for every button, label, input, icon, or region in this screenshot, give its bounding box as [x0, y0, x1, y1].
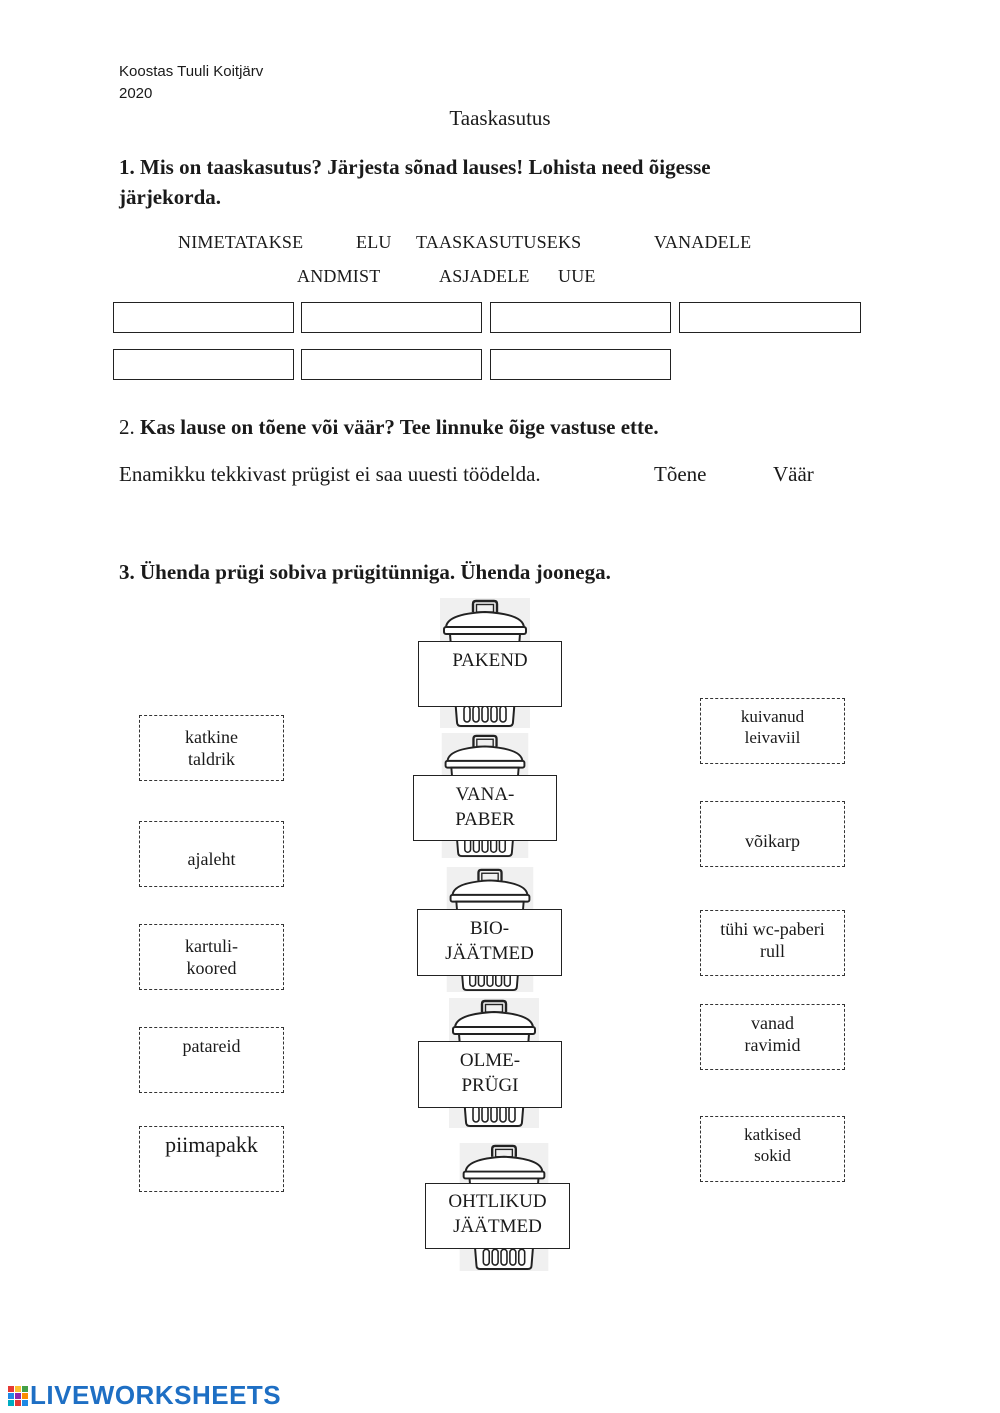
option-false[interactable]: Väär [773, 462, 814, 486]
trash-item-label: tühi wc-paberi rull [720, 919, 825, 961]
author-info [119, 61, 263, 105]
logo-icon [8, 1386, 28, 1406]
word-card[interactable]: ASJADELE [439, 266, 530, 286]
word-card[interactable]: VANADELE [654, 232, 752, 252]
task1-heading [119, 152, 839, 212]
trash-item-label: ajaleht [187, 849, 236, 869]
bin-label: VANA- PABER [455, 784, 515, 830]
trash-item-label: piimapakk [165, 1132, 258, 1157]
trash-item-label: patareid [182, 1036, 241, 1056]
answer-slot[interactable] [679, 302, 861, 333]
bin-label: BIO- JÄÄTMED [445, 918, 534, 964]
trash-item[interactable] [139, 924, 284, 990]
bin-label: OLME- PRÜGI [459, 1050, 521, 1096]
trash-item-label: katkine taldrik [185, 727, 238, 769]
trash-item[interactable] [700, 910, 845, 976]
bin-drop-vanapaber[interactable] [413, 775, 557, 841]
bin-label: OHTLIKUD JÄÄTMED [448, 1191, 547, 1237]
trash-item-label: kuivanud leivaviil [740, 707, 805, 747]
trash-item-label: vanad ravimid [744, 1013, 801, 1055]
answer-slot[interactable] [301, 349, 482, 380]
year: 2020 [119, 85, 153, 102]
trash-item-label: võikarp [745, 831, 800, 851]
trash-item-label: katkised sokid [744, 1125, 801, 1165]
bin-drop-ohtlikud[interactable] [425, 1183, 570, 1249]
task2-heading-text: Kas lause on tõene või väär? Tee linnuke õige vastuse ette. [140, 415, 659, 439]
option-true[interactable]: Tõene [654, 462, 707, 486]
liveworksheets-logo [8, 1380, 281, 1411]
trash-item[interactable] [139, 1126, 284, 1192]
answer-slot[interactable] [113, 302, 294, 333]
answer-slot[interactable] [113, 349, 294, 380]
task1-heading-line2: järjekorda. [119, 185, 222, 209]
bin-drop-pakend[interactable] [418, 641, 562, 707]
trash-item[interactable] [700, 801, 845, 867]
task2-statement: Enamikku tekkivast prügist ei saa uuesti töödelda. [119, 462, 541, 486]
answer-slot[interactable] [490, 302, 671, 333]
trash-item[interactable] [700, 1116, 845, 1182]
trash-item[interactable] [700, 1004, 845, 1070]
trash-item[interactable] [139, 715, 284, 781]
trash-item-label: kartuli- koored [185, 936, 238, 978]
trash-item[interactable] [139, 821, 284, 887]
word-card[interactable]: ELU [356, 232, 392, 252]
word-card[interactable]: ANDMIST [297, 266, 381, 286]
word-card[interactable]: NIMETATAKSE [178, 232, 304, 252]
word-card[interactable]: TAASKASUTUSEKS [416, 232, 582, 252]
author-line: Koostas Tuuli Koitjärv [119, 63, 264, 80]
bin-label: PAKEND [452, 650, 528, 671]
answer-slot[interactable] [301, 302, 482, 333]
trash-item[interactable] [139, 1027, 284, 1093]
task3-heading: 3. Ühenda prügi sobiva prügitünniga. Ühenda joonega. [119, 560, 611, 584]
page-title: Taaskasutus [449, 106, 551, 130]
task1-heading-line1: 1. Mis on taaskasutus? Järjesta sõnad lauses! Lohista need õigesse [119, 155, 711, 179]
answer-slot[interactable] [490, 349, 671, 380]
trash-item[interactable] [700, 698, 845, 764]
bin-drop-biojaatmed[interactable] [417, 909, 562, 976]
logo-text: LIVEWORKSHEETS [30, 1380, 282, 1410]
task2-number: 2. [119, 415, 135, 439]
task2-heading [119, 412, 839, 442]
bin-drop-olmeprugi[interactable] [418, 1041, 562, 1108]
word-card[interactable]: UUE [558, 266, 596, 286]
